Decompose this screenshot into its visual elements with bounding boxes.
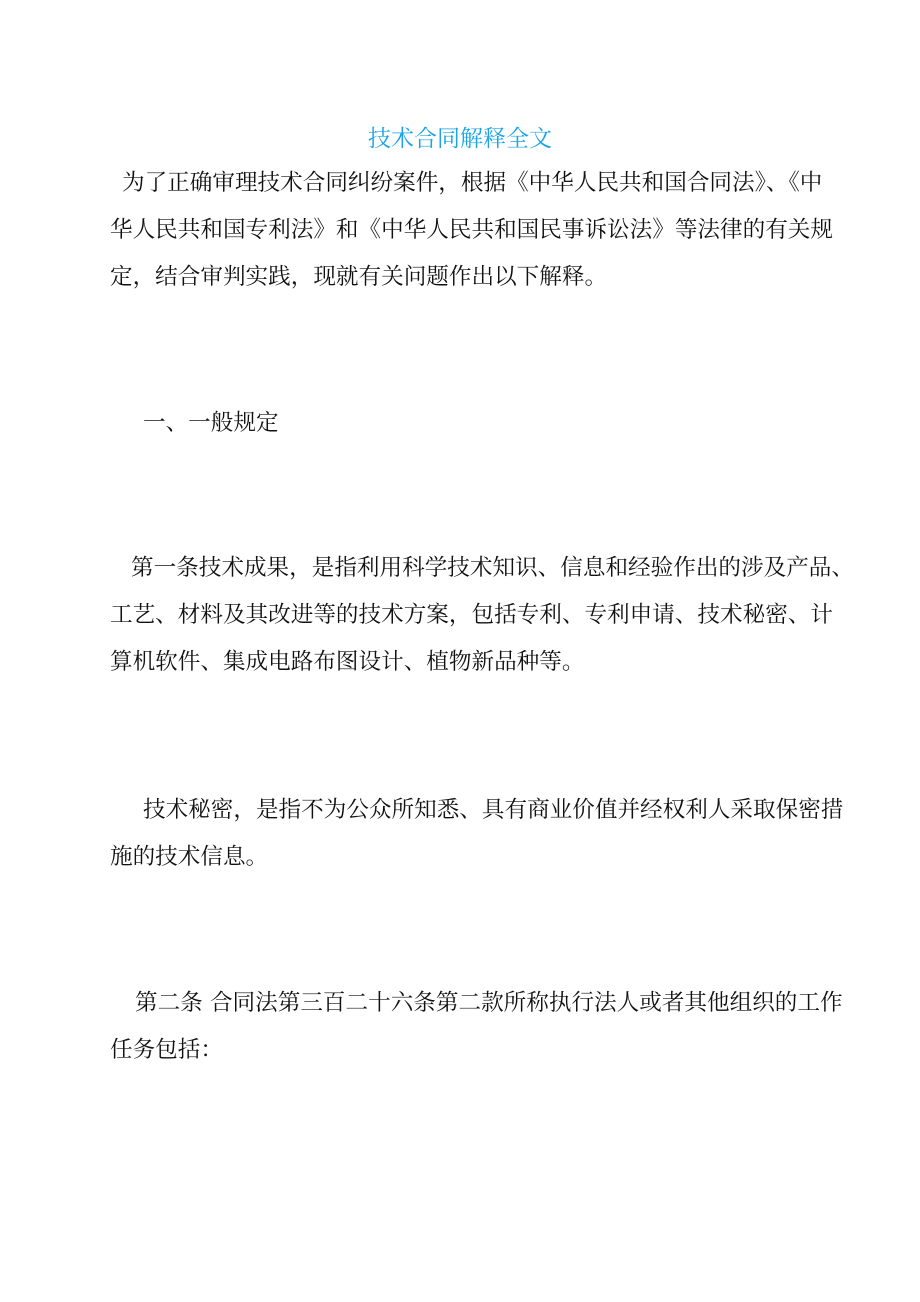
text-line: 华人民共和国专利法》和《中华人民共和国民事诉讼法》等法律的有关规 xyxy=(110,217,833,243)
text-line: 施的技术信息。 xyxy=(110,844,269,870)
section-heading: 一、一般规定 xyxy=(143,410,279,436)
text-line: 为了正确审理技术合同纠纷案件，根据《中华人民共和国合同法》、《中 xyxy=(122,170,823,196)
document-title: 技术合同解释全文 xyxy=(368,126,552,152)
text-line: 第一条技术成果，是指利用科学技术知识、信息和经验作出的涉及产品、 xyxy=(131,555,854,581)
text-line: 定，结合审判实践，现就有关问题作出以下解释。 xyxy=(110,264,608,290)
text-line: 第二条 合同法第三百二十六条第二款所称执行法人或者其他组织的工作 xyxy=(135,990,843,1016)
text-line: 技术秘密，是指不为公众所知悉、具有商业价值并经权利人采取保密措 xyxy=(143,797,844,823)
text-line: 算机软件、集成电路布图设计、植物新品种等。 xyxy=(110,649,585,675)
text-line: 任务包括： xyxy=(110,1037,223,1063)
text-line: 工艺、材料及其改进等的技术方案，包括专利、专利申请、技术秘密、计 xyxy=(110,602,833,628)
